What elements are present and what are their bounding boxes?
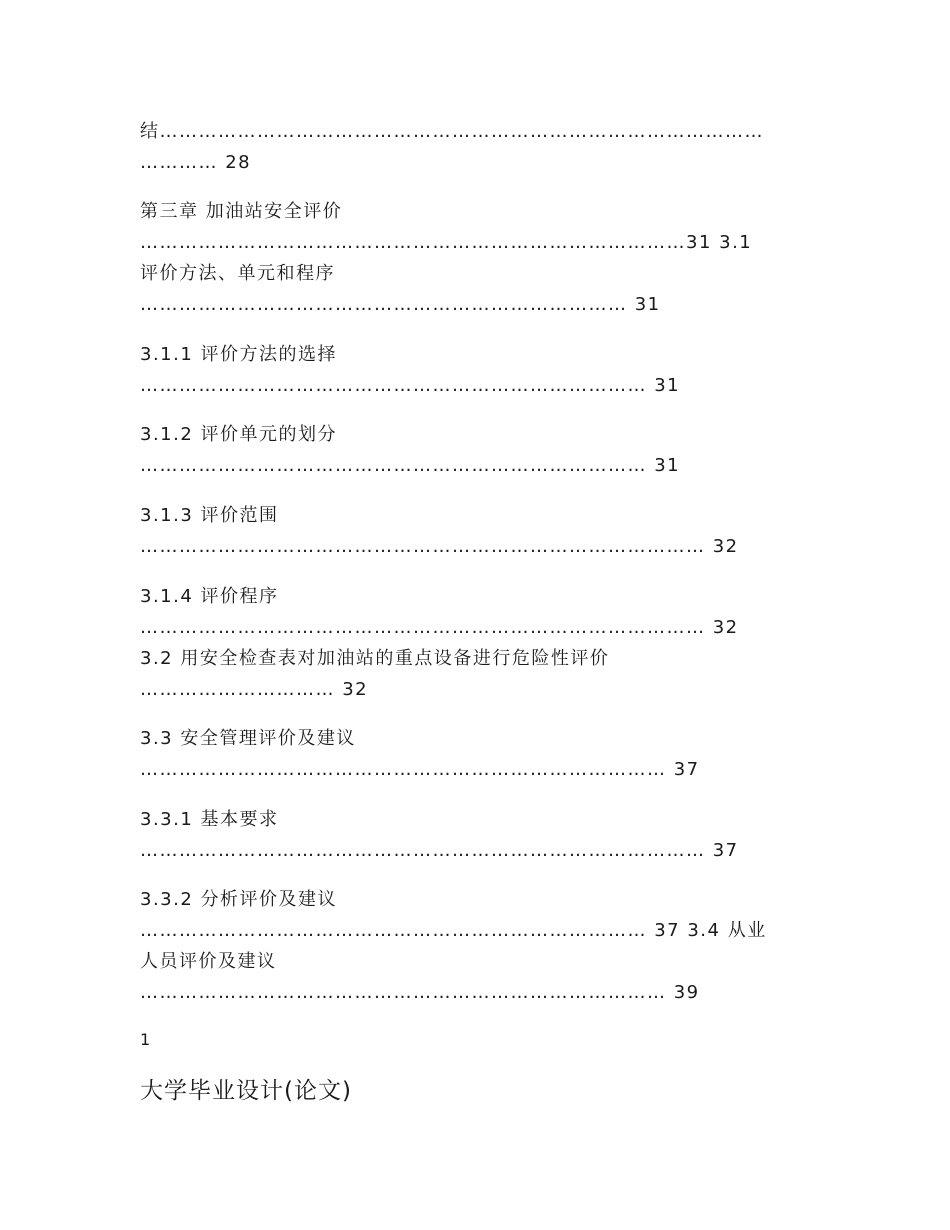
toc-line: 3.1.3 评价范围 (140, 505, 279, 526)
toc-line: …………………………………………………………………………… 37 (140, 840, 739, 861)
running-header: 大学毕业设计(论文) (140, 1078, 352, 1104)
toc-line: 3.2 用安全检查表对加油站的重点设备进行危险性评价 (140, 648, 610, 669)
toc-line: 3.1.4 评价程序 (140, 586, 279, 607)
toc-line: …………………………………………………………………………… 32 (140, 536, 739, 557)
toc-line: ………………………… 32 (140, 679, 369, 700)
toc-line: …………………………………………………………………… 37 3.4 从业 (140, 920, 767, 941)
toc-line: ………………………………………………………………… 31 (140, 294, 661, 315)
toc-line: …………………………………………………………………………… 32 (140, 617, 739, 638)
toc-line: 结………………………………………………………………………………… (140, 121, 764, 142)
toc-line: 3.3.1 基本要求 (140, 809, 279, 830)
toc-line: ………… 28 (140, 152, 252, 173)
toc-line: 3.1.1 评价方法的选择 (140, 344, 338, 365)
toc-line: 人员评价及建议 (140, 951, 277, 972)
toc-line: ……………………………………………………………………… 39 (140, 982, 700, 1003)
toc-line: 第三章 加油站安全评价 (140, 201, 343, 222)
toc-line: ……………………………………………………………………… 37 (140, 759, 700, 780)
page-number: 1 (140, 1030, 151, 1049)
toc-line: 3.1.2 评价单元的划分 (140, 424, 338, 445)
toc-line: …………………………………………………………………… 31 (140, 375, 681, 396)
toc-line: 评价方法、单元和程序 (140, 263, 335, 284)
toc-line: …………………………………………………………………… 31 (140, 455, 681, 476)
toc-line: 3.3.2 分析评价及建议 (140, 889, 338, 910)
toc-line: …………………………………………………………………………31 3.1 (140, 232, 753, 253)
toc-line: 3.3 安全管理评价及建议 (140, 728, 356, 749)
